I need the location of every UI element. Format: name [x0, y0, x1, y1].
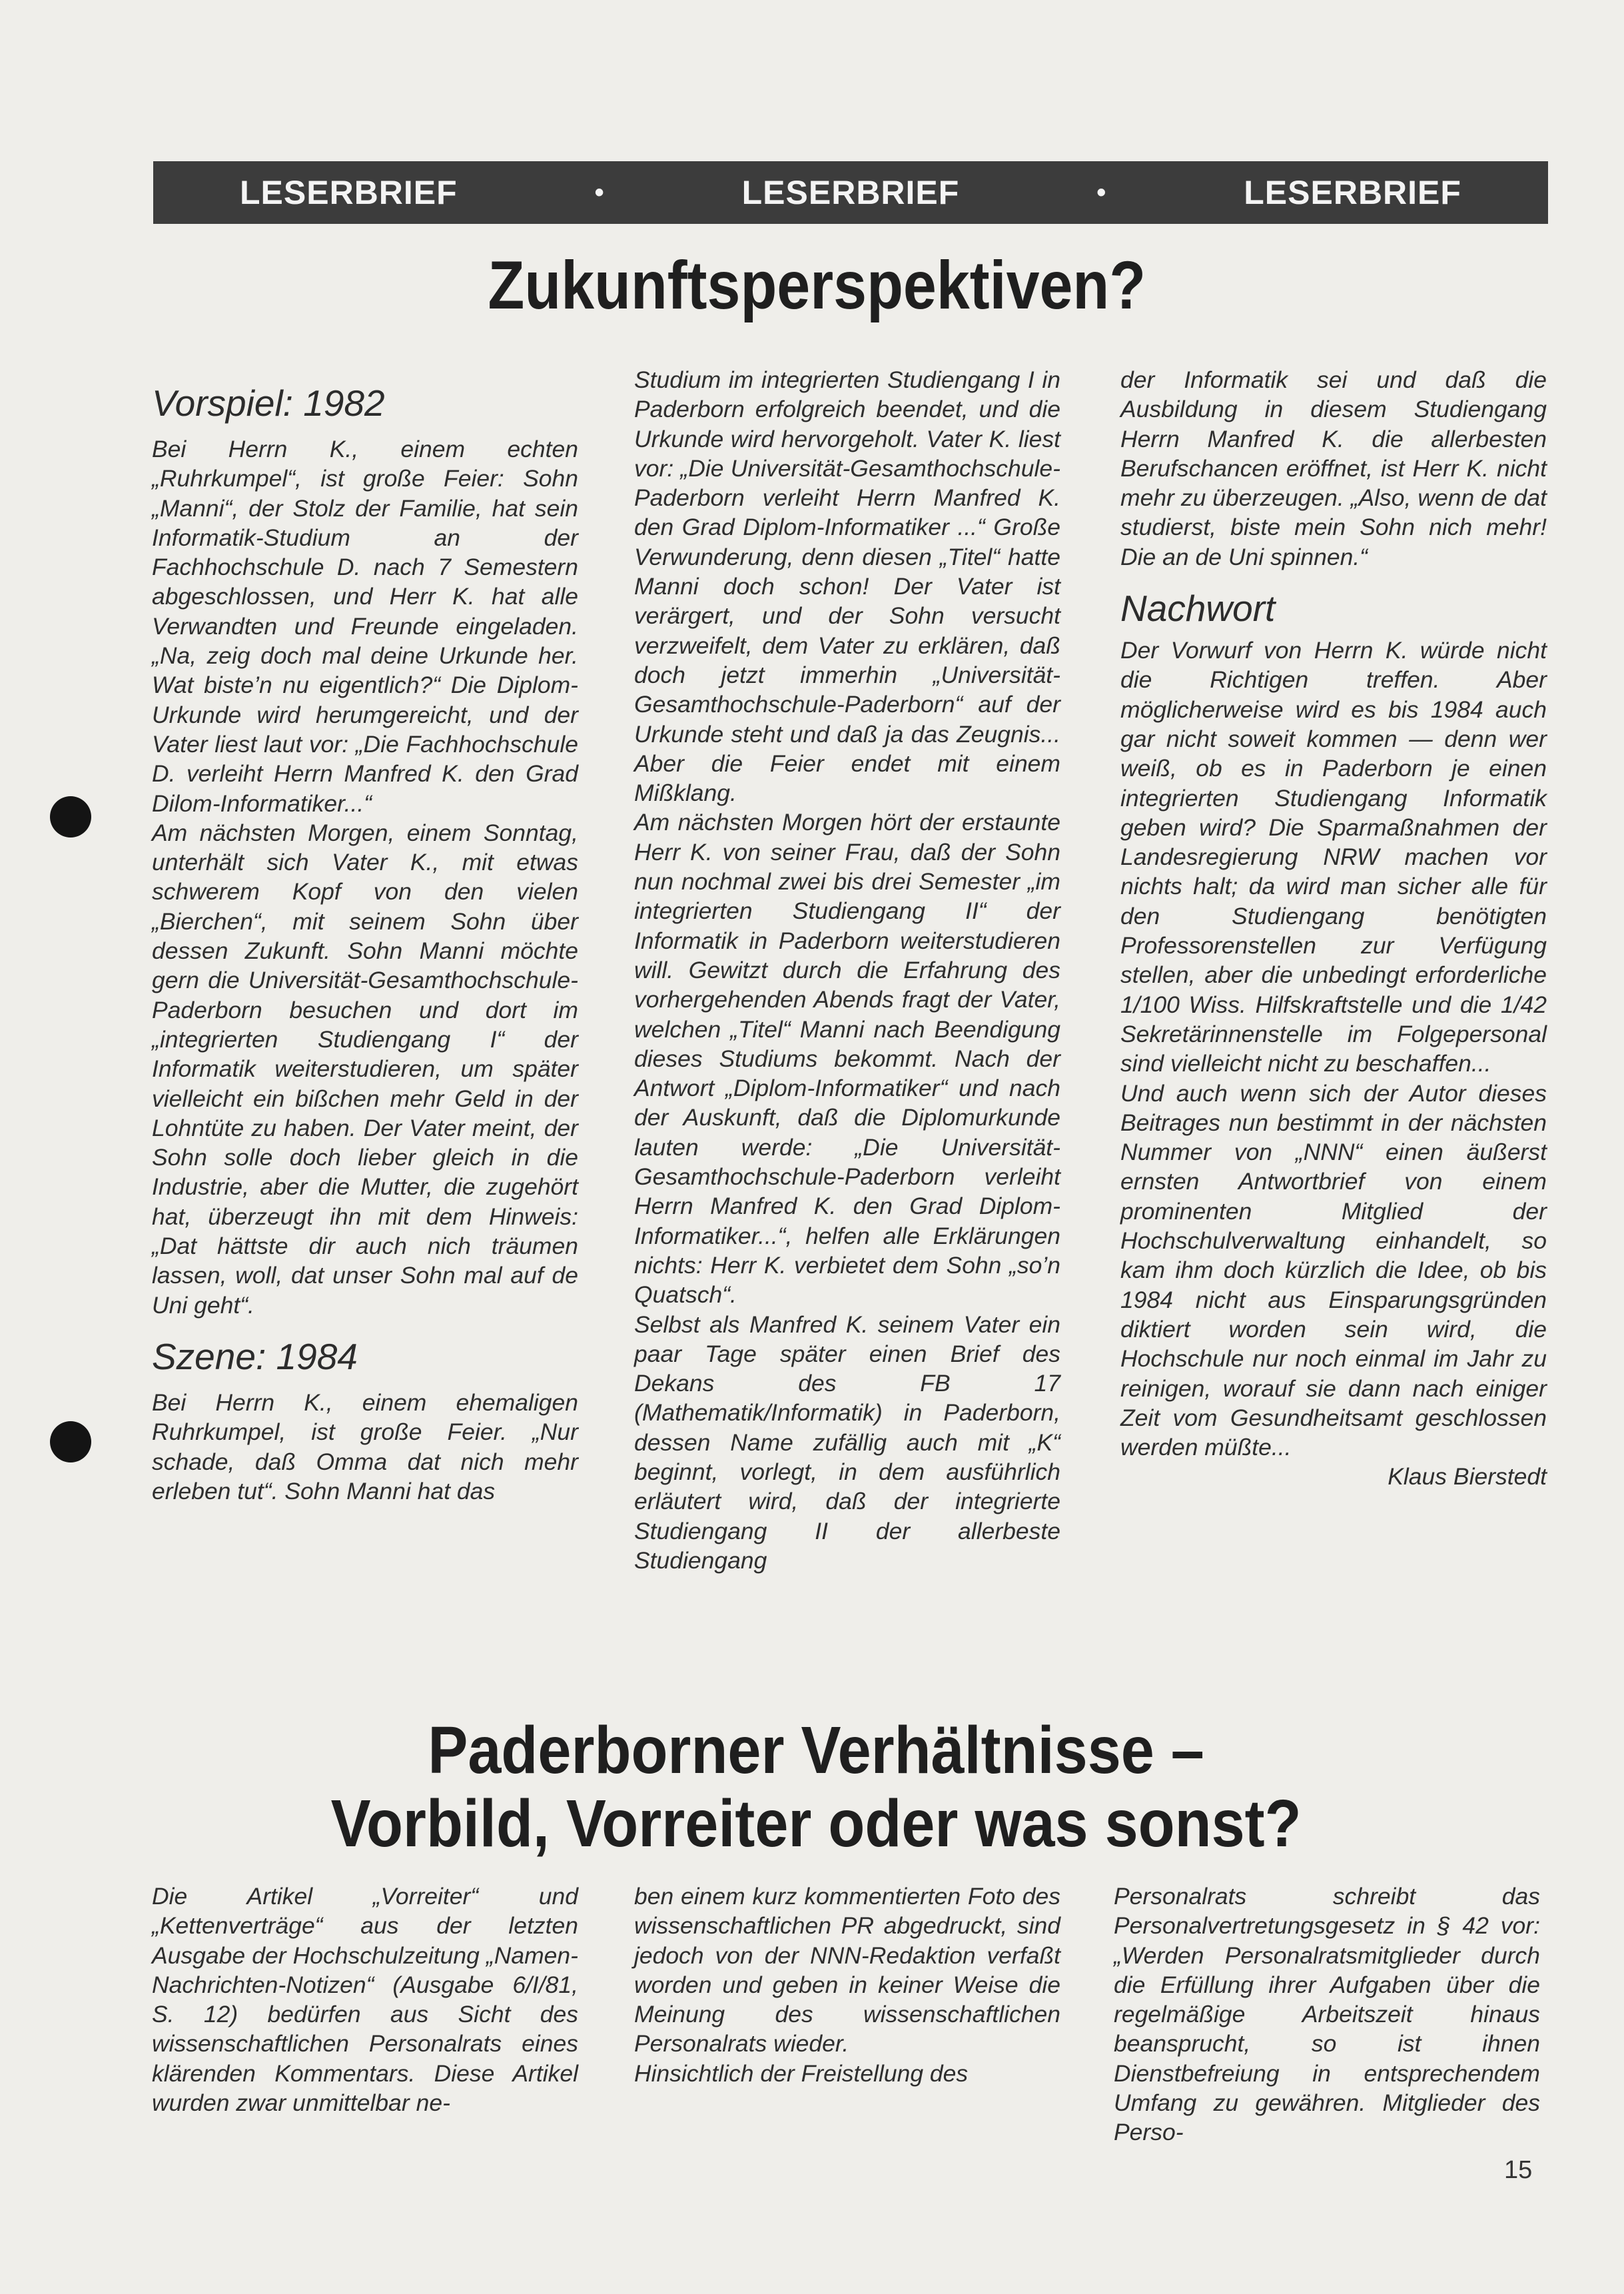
- article-column-2: [634, 365, 1060, 1575]
- banner-separator: •: [594, 177, 605, 207]
- paragraph: Und auch wenn sich der Autor dieses Beitrages nun bestimmt in der nächsten Nummer von „NNN“ einen äußerst ernsten Antwortbrief von einem prominenten Mitglied der Hochschulverwaltung einhandelt, so kam ihm doch kürzlich die Idee, ob bis 1984 nicht aus Einsparungsgründen diktiert worden sein wird, die Hochschule nur noch einmal im Jahr zu reinigen, worauf sie dann nach einiger Zeit vom Gesundheitsamt geschlossen werden müßte...: [1120, 1079, 1547, 1461]
- author-signature: Klaus Bierstedt: [1388, 1463, 1547, 1490]
- page-number: 15: [1504, 2156, 1533, 2184]
- paragraph: Am nächsten Morgen hört der erstaunte Herr K. von seiner Frau, daß der Sohn nun nochmal zwei bis drei Semester „im integrierten Studiengang II“ der Informatik in Paderborn weiterstudieren will. Gewitzt durch die Erfahrung des vorhergehenden Abends fragt der Vater, welchen „Titel“ Manni nach Beendigung dieses Studiums bekommt. Nach der Antwort „Diplom-Informatiker“ und nach der Auskunft, daß die Diplomurkunde lauten werde: „Die Universität-Gesamthochschule-Paderborn verleiht Herrn Manfred K. den Grad Diplom-Informatiker...“, helfen alle Erklärungen nichts: Herr K. verbietet dem Sohn „so’n Quatsch“.: [634, 809, 1060, 1309]
- paragraph: der Informatik sei und daß die Ausbildung in diesem Studiengang Herrn Manfred K. die allerbesten Berufschancen eröffnet, ist Herr K. nicht mehr zu überzeugen. „Also, wenn de dat studierst, biste mein Sohn nich mehr! Die an de Uni spinnen.“: [1120, 366, 1547, 570]
- banner-label: LESERBRIEF: [741, 174, 960, 211]
- banner-separator: •: [1096, 177, 1107, 207]
- paragraph: Hinsichtlich der Freistellung des: [634, 2059, 969, 2087]
- article-title: Zukunftsperspektiven?: [488, 247, 1146, 323]
- section-heading: Nachwort: [1120, 588, 1276, 630]
- section-heading: Vorspiel: 1982: [152, 382, 385, 424]
- paragraph: ben einem kurz kommentierten Foto des wissenschaftlichen PR abgedruckt, sind jedoch von der NNN-Redaktion verfaßt worden und geben in keiner Weise die Meinung des wissenschaftlichen Personalrats wieder.: [634, 1883, 1060, 2057]
- title-line: Paderborner Verhältnisse –: [428, 1713, 1204, 1788]
- article-column-1: [152, 381, 578, 1506]
- paragraph: Bei Herrn K., einem ehemaligen Ruhrkumpel, ist große Feier. „Nur schade, daß Omma dat nich mehr erleben tut“. Sohn Manni hat das: [152, 1389, 578, 1504]
- paragraph: Bei Herrn K., einem echten „Ruhrkumpel“, ist große Feier: Sohn „Manni“, der Stolz der Familie, hat sein Informatik-Studium an der Fachhochschule D. nach 7 Semestern abgeschlossen, und Herr K. hat alle Verwandten und Freunde eingeladen. „Na, zeig doch mal deine Urkunde her. Wat biste’n nu eigentlich?“ Die Diplom-Urkunde wird herumgereicht, und der Vater liest laut vor: „Die Fachhochschule D. verleiht Herrn Manfred K. den Grad Dilom-Informatiker...“: [152, 436, 578, 817]
- paragraph: Personalrats schreibt das Personalvertretungsgesetz in § 42 vor: „Werden Personalratsmitglieder durch die Erfüllung ihrer Aufgaben über die regelmäßige Arbeitszeit hinaus beansprucht, so ist ihnen Dienstbefreiung in entsprechendem Umfang zu gewähren. Mitglieder des Perso-: [1114, 1883, 1540, 2146]
- section-heading: Szene: 1984: [152, 1335, 358, 1377]
- paragraph: Studium im integrierten Studiengang I in Paderborn erfolgreich beendet, und die Urkunde wird hervorgeholt. Vater K. liest vor: „Die Universität-Gesamthochschule-Paderborn verleiht Herrn Manfred K. den Grad Diplom-Informatiker ...“ Große Verwunderung, denn diesen „Titel“ hatte Manni doch schon! Der Vater ist verärgert, und der Sohn versucht verzweifelt, dem Vater zu erklären, daß doch jetzt immerhin „Universität-Gesamthochschule-Paderborn“ auf der Urkunde steht und daß ja das Zeugnis... Aber die Feier endet mit einem Mißklang.: [634, 366, 1060, 807]
- leserbrief-banner: [153, 161, 1548, 224]
- article2-column-3: [1114, 1882, 1540, 2147]
- banner-label: LESERBRIEF: [1244, 174, 1461, 211]
- article2-column-1: [152, 1882, 578, 2117]
- banner-label: LESERBRIEF: [240, 174, 458, 211]
- title-line: Vorbild, Vorreiter oder was sonst?: [330, 1786, 1302, 1861]
- article-column-3: [1120, 365, 1547, 1492]
- punch-hole: [50, 796, 91, 838]
- punch-hole: [50, 1421, 91, 1462]
- article2-column-2: [634, 1882, 1060, 2088]
- article-title-2: [85, 1714, 1547, 1860]
- paragraph: Die Artikel „Vorreiter“ und „Kettenverträge“ aus der letzten Ausgabe der Hochschulzeitung „Namen-Nachrichten-Notizen“ (Ausgabe 6/I/81, S. 12) bedürfen aus Sicht des wissenschaftlichen Personalrats eines klärenden Kommentars. Diese Artikel wurden zwar unmittelbar ne-: [152, 1883, 578, 2117]
- paragraph: Der Vorwurf von Herrn K. würde nicht die Richtigen treffen. Aber möglicherweise wird es bis 1984 auch gar nicht soweit kommen — denn wer weiß, ob es in Paderborn je einen integrierten Studiengang Informatik geben wird? Die Sparmaßnahmen der Landesregierung NRW machen vor nichts halt; da wird man sicher alle für den Studiengang benötigten Professorenstellen zur Verfügung stellen, aber die unbedingt erforderliche 1/100 Wiss. Hilfskraftstelle und die 1/42 Sekretärinnenstelle im Folgepersonal sind vielleicht nicht zu beschaffen...: [1120, 637, 1547, 1077]
- paragraph: Am nächsten Morgen, einem Sonntag, unterhält sich Vater K., mit etwas schwerem Kopf von den vielen „Bierchen“, mit seinem Sohn über dessen Zukunft. Sohn Manni möchte gern die Universität-Gesamthochschule-Paderborn besuchen und dort im „integrierten Studiengang I“ der Informatik weiterstudieren, um später vielleicht ein bißchen mehr Geld in der Lohntüte zu haben. Der Vater meint, der Sohn solle doch lieber gleich in die Industrie, aber die Mutter, die zugehört hat, überzeugt ihn mit dem Hinweis: „Dat hättste dir auch nich träumen lassen, woll, dat unser Sohn mal auf de Uni geht“.: [152, 819, 578, 1319]
- paragraph: Selbst als Manfred K. seinem Vater ein paar Tage später einen Brief des Dekans des FB 17 (Mathematik/Informatik) in Paderborn, dessen Name zufällig auch mit „K“ beginnt, vorlegt, in dem ausführlich erläutert wird, daß der integrierte Studiengang II der allerbeste Studiengang: [634, 1311, 1060, 1574]
